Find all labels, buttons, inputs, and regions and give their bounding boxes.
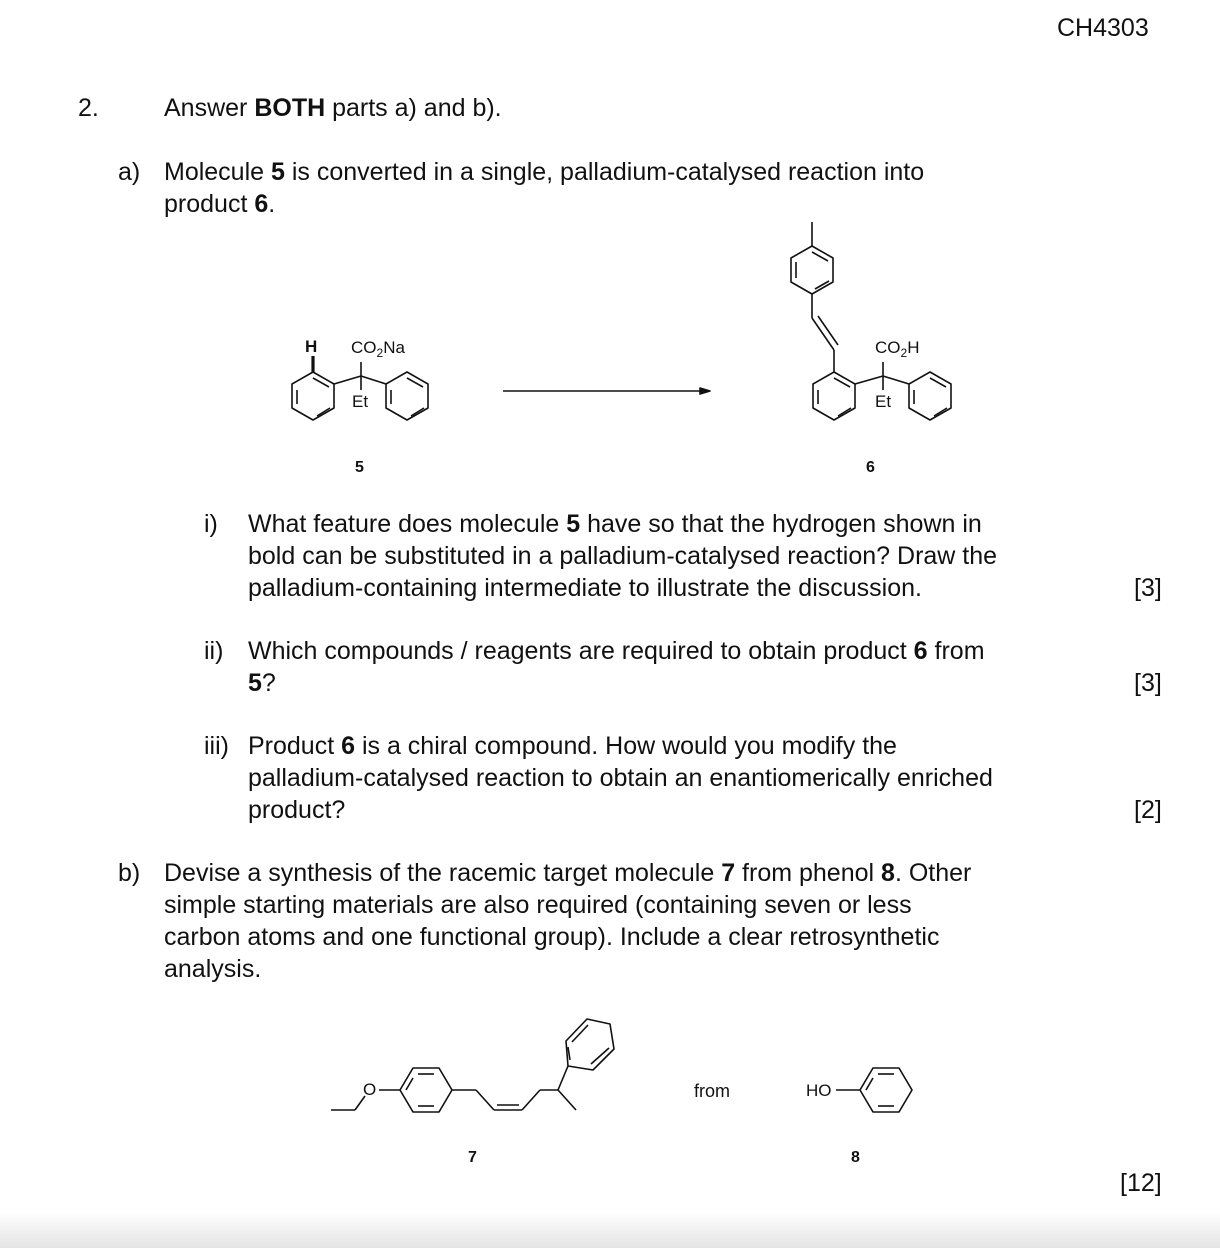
from-connector: from	[694, 1081, 730, 1101]
part-b-line-2: simple starting materials are also required (containing seven or less	[164, 891, 912, 919]
svg-text:Et: Et	[875, 392, 892, 411]
page-bottom-shade	[0, 1212, 1220, 1248]
part-b-label: b)	[118, 859, 141, 887]
part-b-line-4: analysis.	[164, 955, 262, 983]
sub-i-line-1: What feature does molecule 5 have so that the hydrogen shown in	[248, 510, 982, 538]
molecule-8-structure	[806, 1068, 912, 1166]
sub-i-line-3: palladium-containing intermediate to illustrate the discussion.	[248, 574, 922, 602]
sub-ii-line-2: 5?	[248, 669, 276, 697]
svg-text:CO2H: $CO_2H$	[875, 338, 920, 360]
sub-ii-label: ii)	[204, 637, 224, 665]
svg-text:Et: Et	[352, 392, 369, 411]
part-a-line-2: product 6.	[164, 190, 276, 218]
part-b-marks: [12]	[1120, 1169, 1162, 1197]
part-b-line-3: carbon atoms and one functional group). Include a clear retrosynthetic	[164, 923, 940, 951]
question-intro: Answer BOTH parts a) and b).	[164, 94, 502, 122]
course-code: CH4303	[1057, 14, 1149, 42]
part-a-label: a)	[118, 158, 141, 186]
svg-text:HO: HO	[806, 1081, 832, 1100]
sub-ii-line-1: Which compounds / reagents are required to obtain product 6 from	[248, 637, 985, 665]
molecule-7-number: 7	[468, 1149, 477, 1166]
molecule-5-number: 5	[355, 459, 364, 476]
sub-iii-line-2: palladium-catalysed reaction to obtain an enantiomerically enriched	[248, 764, 993, 792]
molecule-8-number: 8	[851, 1149, 860, 1166]
molecule-6-number: 6	[866, 459, 875, 476]
svg-text:H: H	[305, 337, 318, 356]
sub-iii-line-3: product?	[248, 796, 346, 824]
svg-text:O: O	[363, 1080, 377, 1099]
svg-text:CO2Na: $CO_2Na$	[351, 338, 405, 360]
sub-i-label: i)	[204, 510, 218, 538]
sub-iii-label: iii)	[204, 732, 229, 760]
question-number: 2.	[78, 94, 99, 122]
part-a-line-1: Molecule 5 is converted in a single, palladium-catalysed reaction into	[164, 158, 925, 186]
sub-iii-line-1: Product 6 is a chiral compound. How would you modify the	[248, 732, 897, 760]
sub-i-line-2: bold can be substituted in a palladium-catalysed reaction? Draw the	[248, 542, 998, 570]
part-b-line-1: Devise a synthesis of the racemic target molecule 7 from phenol 8. Other	[164, 859, 972, 887]
sub-i-marks: [3]	[1134, 574, 1162, 602]
molecule-7-structure	[331, 1019, 614, 1166]
sub-iii-marks: [2]	[1134, 796, 1162, 824]
sub-ii-marks: [3]	[1134, 669, 1162, 697]
